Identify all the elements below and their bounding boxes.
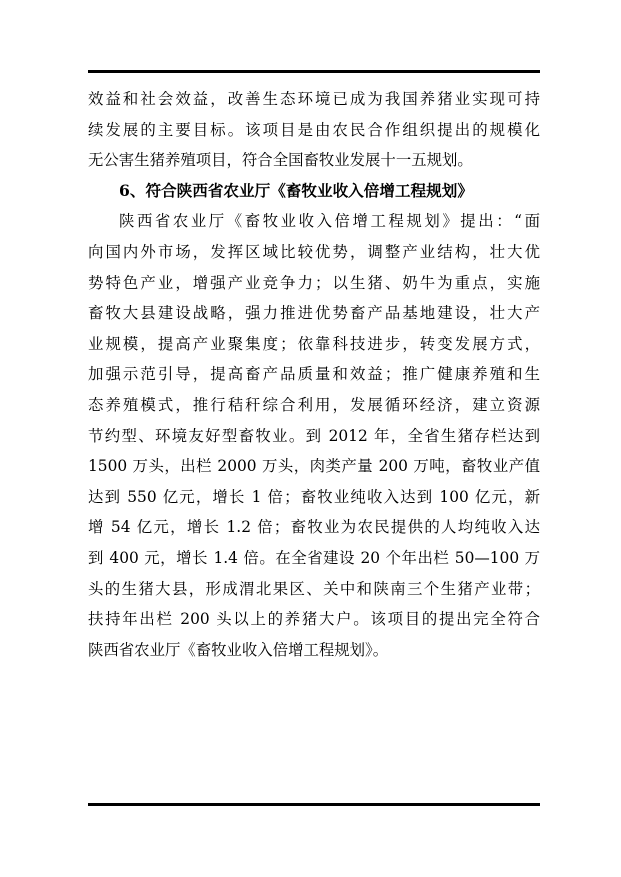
paragraph-line: 达到 550 亿元，增长 1 倍；畜牧业纯收入达到 100 亿元，新 xyxy=(88,487,540,506)
paragraph-line: 头的生猪大县，形成渭北果区、关中和陕南三个生猪产业带； xyxy=(88,579,540,598)
paragraph-line: 态养殖模式，推行秸秆综合利用，发展循环经济，建立资源 xyxy=(88,395,540,414)
paragraph-line: 陕西省农业厅《畜牧业收入倍增工程规划》。 xyxy=(88,640,389,659)
paragraph-line: 向国内外市场，发挥区域比较优势，调整产业结构，壮大优 xyxy=(88,242,540,261)
paragraph-line: 续发展的主要目标。该项目是由农民合作组织提出的规模化 xyxy=(88,120,540,139)
paragraph-line: 无公害生猪养殖项目，符合全国畜牧业发展十一五规划。 xyxy=(88,151,473,170)
paragraph-line: 扶持年出栏 200 头以上的养猪大户。该项目的提出完全符合 xyxy=(88,610,540,629)
paragraph-line: 陕西省农业厅《畜牧业收入倍增工程规划》提出：“面 xyxy=(119,212,540,231)
paragraph-line: 效益和社会效益，改善生态环境已成为我国养猪业实现可持 xyxy=(88,90,540,108)
section-heading: 6、符合陕西省农业厅《畜牧业收入倍增工程规划》 xyxy=(119,180,473,200)
paragraph-line: 节约型、环境友好型畜牧业。到 2012 年，全省生猪存栏达到 xyxy=(88,426,540,445)
page-content xyxy=(88,84,540,665)
paragraph-line: 增 54 亿元，增长 1.2 倍；畜牧业为农民提供的人均纯收入达 xyxy=(88,518,540,537)
paragraph-line: 畜牧大县建设战略，强力推进优势畜产品基地建设，壮大产 xyxy=(88,304,540,323)
paragraph-line: 势特色产业，增强产业竞争力；以生猪、奶牛为重点，实施 xyxy=(88,273,540,292)
paragraph-line: 到 400 元，增长 1.4 倍。在全省建设 20 个年出栏 50—100 万 xyxy=(88,548,540,567)
paragraph-line: 加强示范引导，提高畜产品质量和效益；推广健康养殖和生 xyxy=(88,365,540,384)
paragraph-line: 1500 万头，出栏 2000 万头，肉类产量 200 万吨，畜牧业产值 xyxy=(88,457,540,476)
header-rule xyxy=(88,70,540,73)
paragraph-line: 业规模，提高产业聚集度；依靠科技进步，转变发展方式， xyxy=(88,334,540,353)
footer-rule xyxy=(88,803,540,806)
